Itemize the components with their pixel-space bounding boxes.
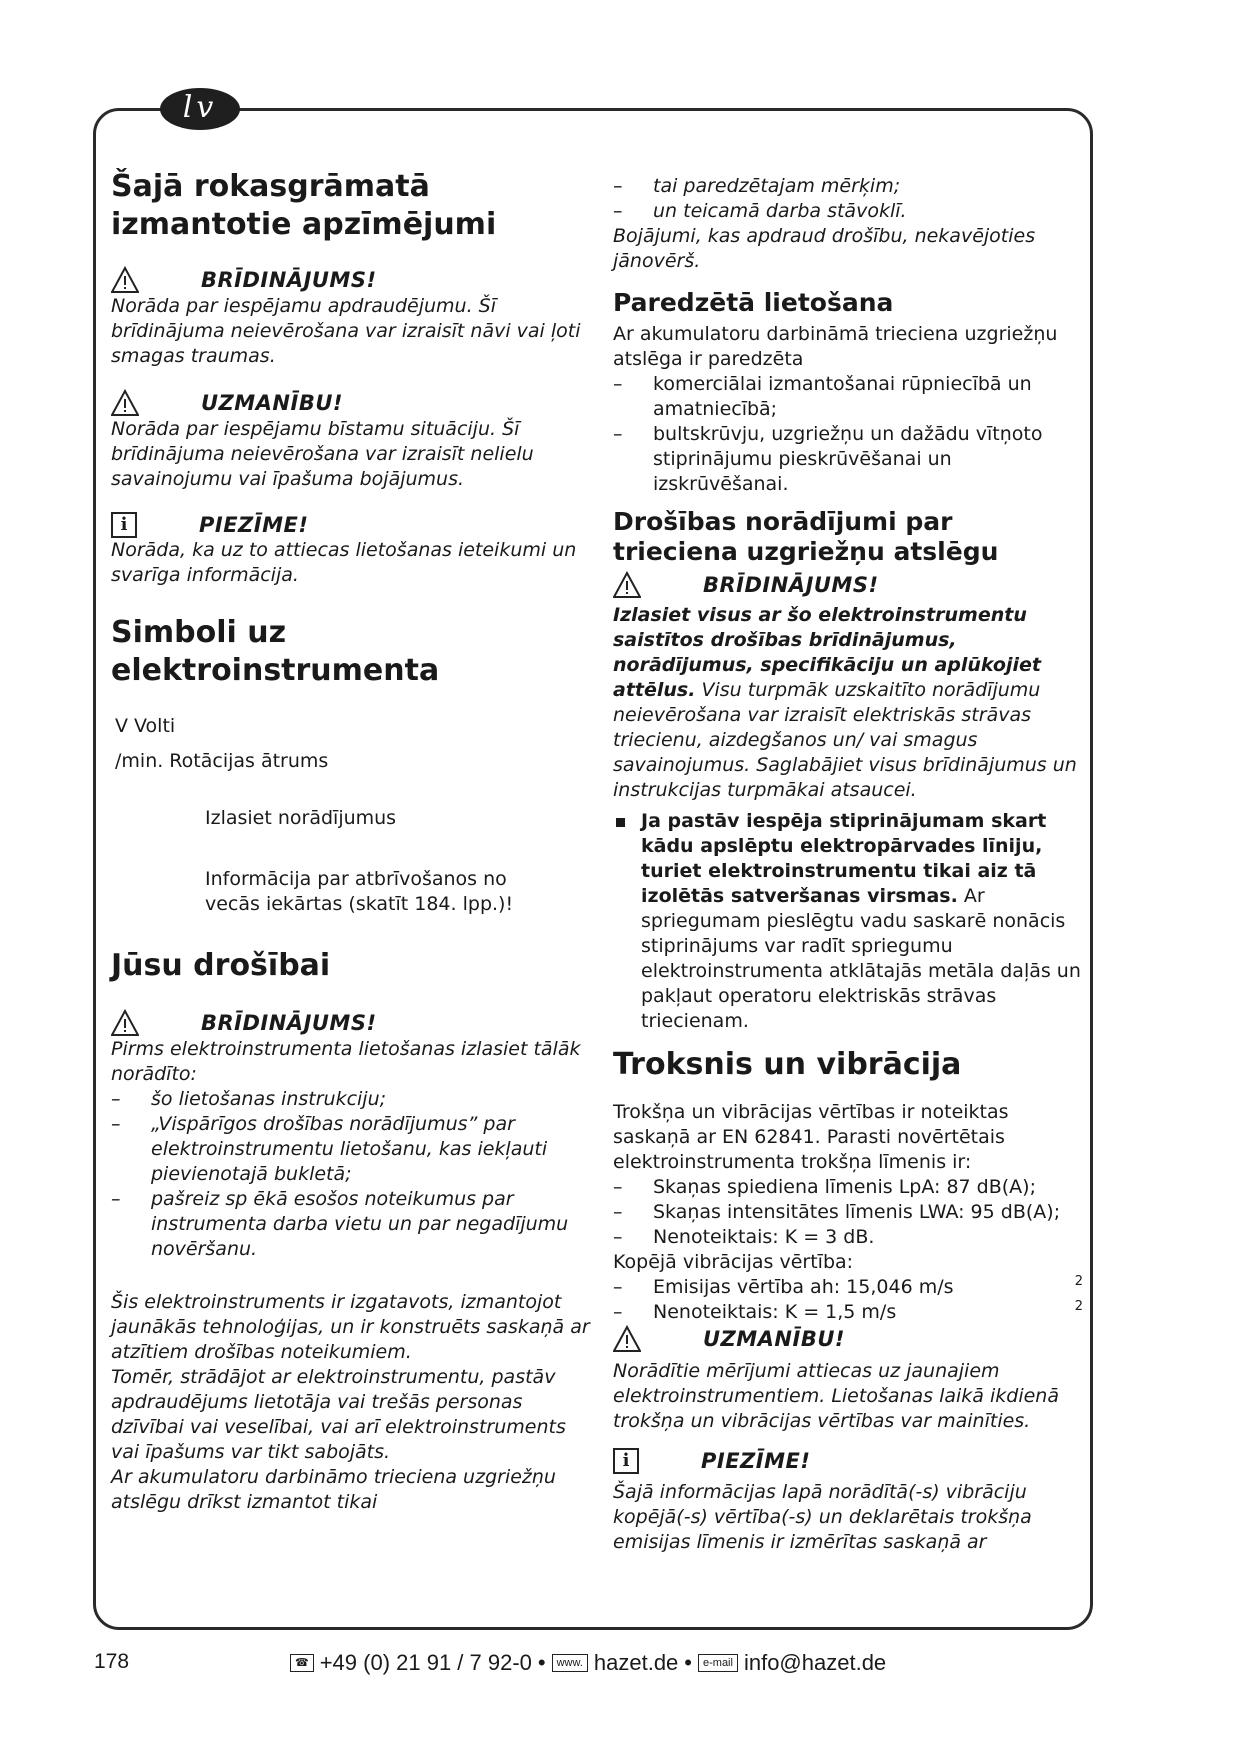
left-column	[111, 168, 591, 1515]
symbols-legend-title: Šajā rokasgrāmatā izmantotie apzīmējumi	[111, 169, 497, 242]
symbol-rpm: /min. Rotācijas ātrums	[115, 750, 329, 772]
warning-intro: Pirms elektroinstrumenta lietošanas izlasiet tālāk norādīto:	[111, 1038, 581, 1085]
caution-notice	[111, 389, 591, 417]
safety-instructions-title: Drošības norādījumi par trieciena uzgriežņu atslēgu	[613, 507, 999, 566]
email-link[interactable]: info@hazet.de	[743, 1650, 887, 1675]
warning-description: Norāda par iespējamu apdraudējumu. Šī brīdinājuma neievērošana var izraisīt nāvi vai ļoti smagas traumas.	[111, 295, 581, 367]
list-item: – bultskrūvju, uzgriežņu un dažādu vītņoto stiprinājumu pieskrūvēšanai un izskrūvēšanai.	[613, 422, 1083, 497]
caution-label: UZMANĪBU!	[201, 391, 343, 415]
paragraph: Tomēr, strādājot ar elektroinstrumentu, pastāv apdraudējums lietotāja vai trešās personas dzīvībai vai veselībai, vai arī elektroinstruments vai īpašums var tikt sabojāts.	[111, 1366, 566, 1463]
website-link[interactable]: hazet.de	[593, 1650, 679, 1675]
warning-triangle-icon	[613, 571, 641, 599]
list-item: – Skaņas spiediena līmenis LpA: 87 dB(A);	[613, 1175, 1083, 1200]
caution-triangle-icon	[111, 389, 139, 417]
caution-description: Norāda par iespējamu bīstamu situāciju. Šī brīdinājuma neievērošana var izraisīt nelielu savainojumu vai īpašuma bojājumus.	[111, 418, 534, 490]
list-item: – tai paredzētajam mērķim;	[613, 174, 1083, 199]
symbol-disposal: Informācija par atbrīvošanos no vecās iekārtas (skatīt 184. lpp.)!	[205, 868, 514, 915]
list-item: – komerciālai izmantošanai rūpniecībā un amatniecībā;	[613, 372, 1083, 422]
warning-label: BRĪDINĀJUMS!	[703, 573, 879, 597]
vibration-intro: Kopējā vibrācijas vērtība:	[613, 1251, 854, 1273]
intended-use-list	[613, 372, 1083, 497]
footer	[0, 1646, 1241, 1686]
warning-label: BRĪDINĀJUMS!	[201, 268, 377, 292]
separator: •	[684, 1650, 692, 1675]
list-item: – pašreiz sp ēkā esošos noteikumus par instrumenta darba vietu un par negadījumu novēršanu.	[111, 1187, 591, 1262]
warning-list	[111, 1087, 591, 1262]
contact-line	[290, 1650, 886, 1676]
list-item: – šo lietošanas instrukciju;	[111, 1087, 591, 1112]
noise-vibration-title: Troksnis un vibrācija	[613, 1047, 962, 1082]
note-description: Norāda, ka uz to attiecas lietošanas ieteikumi un svarīga informācija.	[111, 539, 577, 586]
warning-notice	[111, 266, 591, 294]
note-label: PIEZĪME!	[701, 1449, 811, 1473]
phone-number: +49 (0) 21 91 / 7 92-0	[319, 1650, 532, 1675]
bullet-rest: Ar spriegumam pieslēgtu vadu saskarē nonācis stiprinājums var radīt spriegumu elektroinstrumenta atklātajās metāla daļās un pakļaut operatoru elektriskās strāvas triecienam.	[641, 885, 1081, 1032]
symbols-title: Simboli uz elektroinstrumenta	[111, 615, 440, 688]
note-notice	[613, 1448, 1083, 1474]
language-badge: lv	[160, 88, 240, 130]
warning-notice	[613, 571, 1083, 599]
list-item: – Nenoteiktais: K = 1,5 m/s 2	[613, 1300, 1083, 1325]
warning-text	[613, 603, 1083, 803]
warning-bold: Izlasiet visus ar šo elektroinstrumentu saistītos drošības brīdinājumus, norādījumus, specifikāciju un aplūkojiet attēlus.	[613, 604, 1041, 701]
caution-label: UZMANĪBU!	[703, 1327, 845, 1351]
list-item: – un teicamā darba stāvoklī.	[613, 199, 1083, 224]
symbol-read-instructions: Izlasiet norādījumus	[205, 807, 397, 829]
bullet-item	[613, 809, 1083, 1034]
list-item: – Skaņas intensitātes līmenis LWA: 95 dB(A);	[613, 1200, 1083, 1225]
list-item: – „Vispārīgos drošības norādījumus” par elektroinstrumentu lietošanu, kas iekļauti pievienotajā bukletā;	[111, 1112, 591, 1187]
caution-notice	[613, 1325, 1083, 1353]
caution-triangle-icon	[613, 1325, 641, 1353]
safety-title: Jūsu drošībai	[111, 948, 331, 983]
web-icon: www.	[552, 1654, 588, 1672]
warning-label: BRĪDINĀJUMS!	[201, 1011, 377, 1035]
note-text: Šajā informācijas lapā norādītā(-s) vibrāciju kopējā(-s) vērtība(-s) un deklarētais trokšņa emisijas līmenis ir izmērītas saskaņā ar	[613, 1481, 1032, 1553]
page-number: 178	[94, 1650, 130, 1673]
caution-text: Norādītie mērījumi attiecas uz jaunajiem elektroinstrumentiem. Lietošanas laikā ikdienā trokšņa un vibrācijas vērtības var mainīties.	[613, 1360, 1059, 1432]
separator: •	[537, 1650, 546, 1675]
usage-conditions-list	[613, 174, 1083, 224]
right-column	[613, 174, 1083, 1555]
phone-icon: ☎	[290, 1654, 314, 1672]
info-icon: i	[111, 512, 137, 538]
exponent: 2	[1074, 1274, 1083, 1289]
vibration-list	[613, 1275, 1083, 1325]
intended-use-text: Ar akumulatoru darbināmā trieciena uzgriežņu atslēga ir paredzēta	[613, 323, 1058, 370]
warning-triangle-icon	[111, 266, 139, 294]
note-notice	[111, 512, 591, 538]
warning-notice-2	[111, 1009, 591, 1037]
symbol-volt: V Volti	[115, 715, 176, 737]
note-label: PIEZĪME!	[199, 513, 309, 537]
damage-note: Bojājumi, kas apdraud drošību, nekavējoties jānovērš.	[613, 225, 1036, 272]
paragraph: Šis elektroinstruments ir izgatavots, izmantojot jaunākās tehnoloģijas, un ir konstruēts saskaņā ar atzītiem drošības noteikumiem.	[111, 1291, 590, 1363]
warning-rest: Visu turpmāk uzskaitīto norādījumu neievērošana var izraisīt elektriskās strāvas triecienu, aizdegšanos un/ vai smagus savainojumus. Saglabājiet visus brīdinājumus un instrukcijas turpmākai atsaucei.	[613, 679, 1077, 801]
list-item: – Nenoteiktais: K = 3 dB.	[613, 1225, 1083, 1250]
bullet-bold: Ja pastāv iespēja stiprinājumam skart kādu apslēptu elektropārvades līniju, turiet elektroinstrumentu tikai aiz tā izolētās satveršanas virsmas.	[641, 810, 1047, 907]
list-item: – Emisijas vērtība ah: 15,046 m/s 2	[613, 1275, 1083, 1300]
noise-text: Trokšņa un vibrācijas vērtības ir noteiktas saskaņā ar EN 62841. Parasti novērtētais elektroinstrumenta trokšņa līmenis ir:	[613, 1101, 1009, 1173]
intended-use-title: Paredzētā lietošana	[613, 288, 894, 317]
exponent: 2	[1074, 1299, 1083, 1314]
email-icon: e-mail	[698, 1654, 738, 1672]
info-icon: i	[613, 1448, 639, 1474]
warning-triangle-icon	[111, 1009, 139, 1037]
paragraph: Ar akumulatoru darbināmo trieciena uzgriežņu atslēgu drīkst izmantot tikai	[111, 1466, 556, 1513]
noise-list	[613, 1175, 1083, 1250]
